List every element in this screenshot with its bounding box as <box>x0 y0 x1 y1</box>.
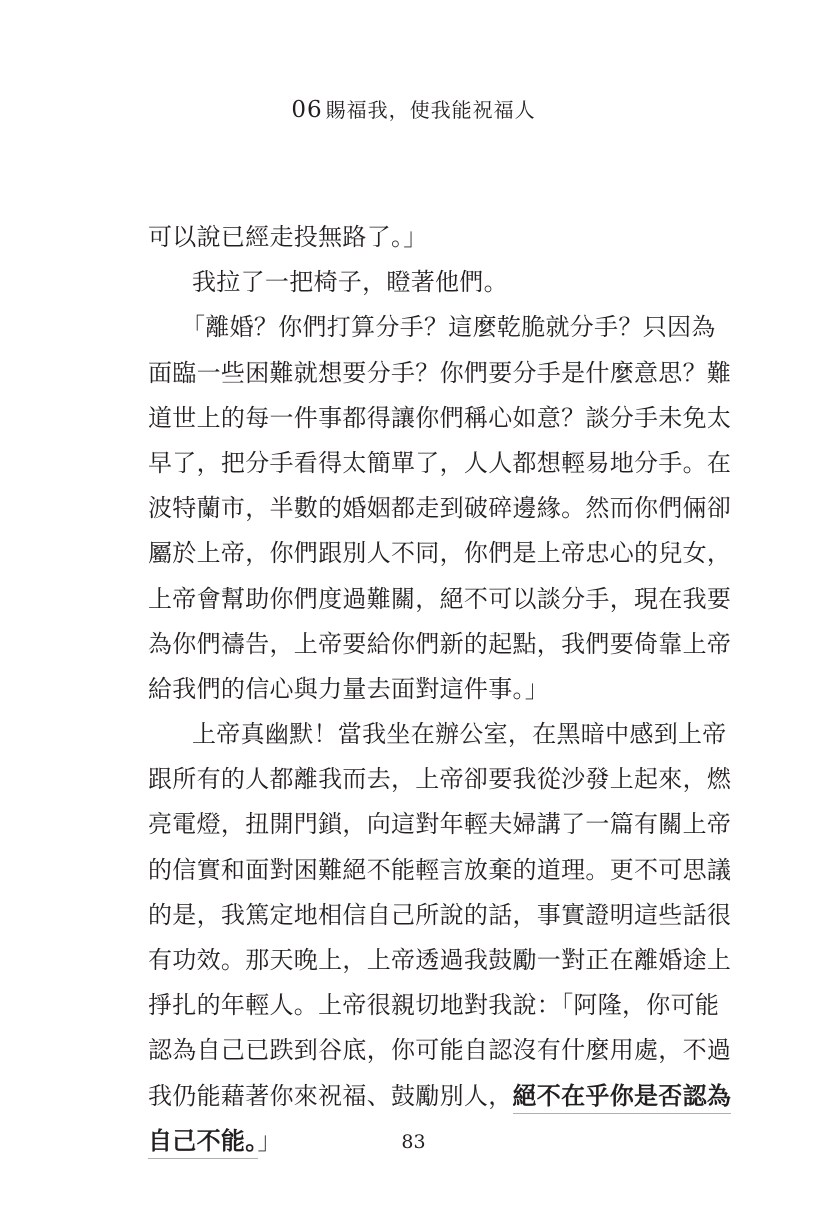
chapter-header <box>0 94 827 123</box>
chapter-title: 賜福我，使我能祝福人 <box>325 98 536 122</box>
text-line: 上帝真幽默！當我坐在辦公室，在黑暗中感到上帝 <box>192 720 727 749</box>
chapter-number: 06 <box>291 97 323 123</box>
text-line: 給我們的信心與力量去面對這件事。」 <box>148 674 550 703</box>
text-line: 為你們禱告，上帝要給你們新的起點，我們要倚靠上帝 <box>148 629 732 658</box>
text-line: 掙扎的年輕人。上帝很親切地對我說：「阿隆，你可能 <box>148 991 720 1020</box>
body-text <box>148 215 732 1164</box>
text-line: 亮電燈，扭開門鎖，向這對年輕夫婦講了一篇有關上帝 <box>148 810 732 839</box>
text-line: 上帝會幫助你們度過難關，絕不可以談分手，現在我要 <box>148 584 732 613</box>
closing-quote: 」 <box>257 1126 282 1155</box>
text-line: 波特蘭市，半數的婚姻都走到破碎邊緣。然而你們倆卻 <box>148 494 732 523</box>
text-segment: 我仍能藉著你來祝福、鼓勵別人， <box>148 1081 513 1110</box>
text-line: 道世上的每一件事都得讓你們稱心如意？談分手未免太 <box>148 403 732 432</box>
text-line: 「離婚？你們打算分手？這麼乾脆就分手？只因為 <box>181 313 716 342</box>
text-line: 屬於上帝，你們跟別人不同，你們是上帝忠心的兒女， <box>148 539 732 568</box>
page-number: 83 <box>401 1131 426 1153</box>
emphasis-text: 自己不能。 <box>148 1127 258 1159</box>
text-line: 跟所有的人都離我而去，上帝卻要我從沙發上起來，燃 <box>148 765 732 794</box>
text-line: 認為自己已跌到谷底，你可能自認沒有什麼用處，不過 <box>148 1036 732 1065</box>
text-line: 有功效。那天晚上，上帝透過我鼓勵一對正在離婚途上 <box>148 946 732 974</box>
text-line: 面臨一些困難就想要分手？你們要分手是什麼意思？難 <box>148 358 732 387</box>
text-line: 我拉了一把椅子，瞪著他們。 <box>192 268 508 297</box>
text-line <box>148 1074 732 1119</box>
text-line: 的是，我篤定地相信自己所說的話，事實證明這些話很 <box>148 900 732 929</box>
text-line: 可以說已經走投無路了。」 <box>148 223 428 251</box>
text-line: 的信實和面對困難絕不能輕言放棄的道理。更不可思議 <box>148 855 732 884</box>
emphasis-text: 絕不在乎你是否認為 <box>513 1082 732 1114</box>
text-line: 早了，把分手看得太簡單了，人人都想輕易地分手。在 <box>148 448 732 477</box>
